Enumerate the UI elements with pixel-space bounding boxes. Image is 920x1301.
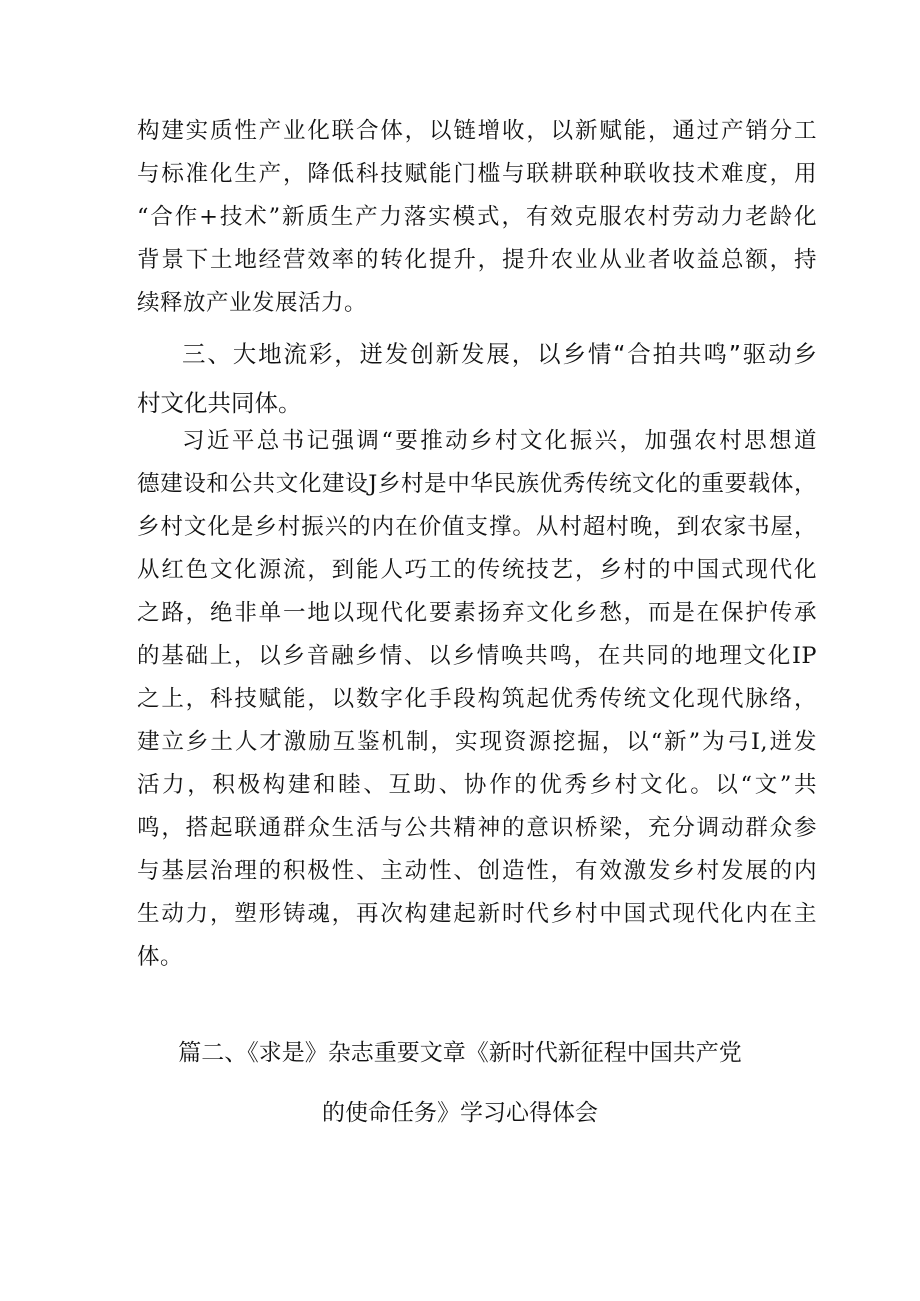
text-line: 体。 <box>137 944 184 970</box>
paragraph-rural-culture <box>137 420 817 979</box>
text-line: 的基础上，以乡音融乡情、以乡情唤共鸣，在共同的地理文化IP <box>137 643 817 669</box>
text-line: 续释放产业发展活力。 <box>137 290 368 316</box>
text-line: 德建设和公共文化建设J乡村是中华民族优秀传统文化的重要载体， <box>137 471 817 497</box>
text-line: 习近平总书记强调“要推动乡村文化振兴，加强农村思想道 <box>182 428 817 454</box>
section-heading-three <box>137 330 817 428</box>
heading-line: 三、大地流彩，迸发创新发展，以乡情“合拍共鸣”驱动乡 <box>182 340 817 368</box>
article-title-line-1: 篇二、《求是》杂志重要文章《新时代新征程中国共产党 <box>178 1040 742 1066</box>
text-line: 建立乡土人才激励互鉴机制，实现资源挖掘，以“新”为弓I,迸发 <box>137 729 817 755</box>
text-line: 构建实质性产业化联合体，以链增收，以新赋能，通过产销分工 <box>137 118 817 144</box>
text-line: 生动力，塑形铸魂，再次构建起新时代乡村中国式现代化内在主 <box>137 901 817 927</box>
text-line: 之上，科技赋能，以数字化手段构筑起优秀传统文化现代脉络， <box>137 686 817 712</box>
text-line: 与基层治理的积极性、主动性、创造性，有效激发乡村发展的内 <box>137 858 817 884</box>
text-line: “合作+技术”新质生产力落实模式，有效克服农村劳动力老龄化 <box>137 204 817 230</box>
text-line: 与标准化生产，降低科技赋能门槛与联耕联种联收技术难度，用 <box>137 161 817 187</box>
paragraph-industry-alliance <box>137 110 817 325</box>
heading-line: 村文化共同体。 <box>137 389 302 417</box>
text-line: 活力，积极构建和睦、互助、协作的优秀乡村文化。以“文”共 <box>137 772 817 798</box>
text-line: 鸣，搭起联通群众生活与公共精神的意识桥梁，充分调动群众参 <box>137 815 817 841</box>
text-line: 乡村文化是乡村振兴的内在价值支撑。从村超村晚，到农家书屋， <box>137 514 817 540</box>
text-line: 之路，绝非单一地以现代化要素扬弃文化乡愁，而是在保护传承 <box>137 600 817 626</box>
text-line: 从红色文化源流，到能人巧工的传统技艺，乡村的中国式现代化 <box>137 557 817 583</box>
article-title-line-2: 的使命任务》学习心得体会 <box>322 1100 598 1126</box>
text-line: 背景下土地经营效率的转化提升，提升农业从业者收益总额，持 <box>137 247 817 273</box>
